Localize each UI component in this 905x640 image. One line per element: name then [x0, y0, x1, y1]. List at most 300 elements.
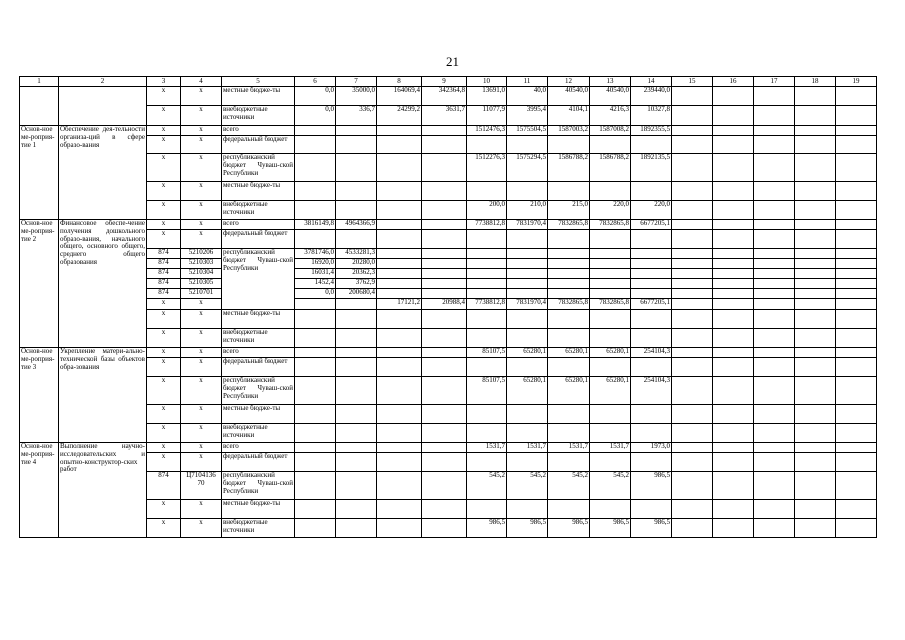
funding-source: всего — [222, 126, 295, 136]
table-row — [20, 519, 877, 538]
value-cell — [548, 500, 590, 519]
header-cell: 15 — [672, 77, 713, 87]
value-cell — [422, 424, 467, 443]
empty-cell — [672, 329, 713, 348]
value-cell — [377, 500, 422, 519]
value-cell — [422, 230, 467, 249]
value-cell: 3631,7 — [422, 106, 467, 126]
value-cell — [295, 230, 336, 249]
value-cell — [467, 453, 507, 472]
value-cell — [336, 154, 377, 182]
value-cell — [336, 230, 377, 249]
value-cell — [295, 182, 336, 201]
value-cell: 85107,5 — [467, 377, 507, 405]
value-cell — [467, 329, 507, 348]
value-cell — [631, 329, 672, 348]
value-cell: 7831970,4 — [507, 220, 548, 230]
value-cell — [295, 500, 336, 519]
value-cell — [467, 424, 507, 443]
funding-source: республиканский бюджет Чуваш-ской Республики — [222, 472, 295, 500]
value-cell: 7831970,4 — [507, 299, 548, 310]
empty-cell — [713, 87, 754, 106]
empty-cell — [754, 443, 795, 453]
value-cell — [631, 279, 672, 289]
value-cell — [336, 424, 377, 443]
value-cell — [507, 310, 548, 329]
value-cell — [590, 259, 631, 269]
value-cell — [507, 424, 548, 443]
value-cell: 1892355,5 — [631, 126, 672, 136]
value-cell: 1586788,2 — [590, 154, 631, 182]
measure-title — [59, 87, 147, 126]
value-cell — [631, 136, 672, 154]
grbs-code: х — [147, 220, 181, 230]
empty-cell — [836, 348, 877, 358]
value-cell — [377, 201, 422, 220]
table-row — [20, 348, 877, 358]
funding-source: местные бюдже-ты — [222, 87, 295, 106]
value-cell — [336, 136, 377, 154]
empty-cell — [836, 126, 877, 136]
empty-cell — [836, 443, 877, 453]
value-cell: 10327,8 — [631, 106, 672, 126]
value-cell — [336, 329, 377, 348]
empty-cell — [754, 519, 795, 538]
value-cell — [590, 230, 631, 249]
header-cell: 12 — [548, 77, 590, 87]
value-cell: 4533281,3 — [336, 249, 377, 259]
empty-cell — [754, 500, 795, 519]
grbs-code: х — [147, 106, 181, 126]
funding-source: федеральный бюджет — [222, 453, 295, 472]
value-cell: 1973,0 — [631, 443, 672, 453]
value-cell — [377, 230, 422, 249]
empty-cell — [713, 201, 754, 220]
table-row — [20, 453, 877, 472]
value-cell: 40540,0 — [590, 87, 631, 106]
value-cell — [295, 358, 336, 377]
header-cell: 1 — [20, 77, 59, 87]
value-cell — [422, 289, 467, 299]
budget-code: 5210303 — [181, 259, 222, 269]
value-cell — [377, 377, 422, 405]
value-cell — [548, 329, 590, 348]
value-cell — [590, 424, 631, 443]
value-cell: 24299,2 — [377, 106, 422, 126]
empty-cell — [754, 269, 795, 279]
table-row — [20, 220, 877, 230]
grbs-code: х — [147, 358, 181, 377]
value-cell: 254104,3 — [631, 377, 672, 405]
value-cell — [548, 453, 590, 472]
value-cell — [507, 453, 548, 472]
empty-cell — [836, 377, 877, 405]
empty-cell — [836, 519, 877, 538]
value-cell: 342364,8 — [422, 87, 467, 106]
value-cell: 1892135,5 — [631, 154, 672, 182]
value-cell — [548, 289, 590, 299]
empty-cell — [795, 472, 836, 500]
funding-source: внебюджетные источники — [222, 519, 295, 538]
empty-cell — [836, 249, 877, 259]
value-cell — [336, 453, 377, 472]
grbs-code: 874 — [147, 269, 181, 279]
value-cell — [467, 230, 507, 249]
empty-cell — [713, 279, 754, 289]
empty-cell — [754, 154, 795, 182]
header-cell: 13 — [590, 77, 631, 87]
empty-cell — [754, 126, 795, 136]
empty-cell — [836, 87, 877, 106]
empty-cell — [795, 500, 836, 519]
empty-cell — [713, 329, 754, 348]
budget-code: х — [181, 443, 222, 453]
value-cell — [631, 405, 672, 424]
budget-code: х — [181, 424, 222, 443]
table-row — [20, 249, 877, 259]
value-cell — [631, 453, 672, 472]
budget-code: х — [181, 405, 222, 424]
funding-source: республиканский бюджет Чуваш-ской Республики — [222, 249, 295, 310]
value-cell: 3781746,0 — [295, 249, 336, 259]
value-cell — [631, 269, 672, 279]
value-cell — [507, 269, 548, 279]
empty-cell — [754, 329, 795, 348]
measure-label: Основ-ное ме-роприя-тие 1 — [20, 126, 59, 220]
value-cell — [336, 201, 377, 220]
value-cell: 40,0 — [507, 87, 548, 106]
header-cell: 11 — [507, 77, 548, 87]
empty-cell — [672, 269, 713, 279]
empty-cell — [713, 154, 754, 182]
value-cell — [422, 358, 467, 377]
value-cell: 1575504,5 — [507, 126, 548, 136]
value-cell — [377, 519, 422, 538]
empty-cell — [754, 87, 795, 106]
grbs-code: х — [147, 310, 181, 329]
table-row — [20, 310, 877, 329]
budget-code: х — [181, 87, 222, 106]
value-cell — [590, 269, 631, 279]
value-cell: 0,0 — [295, 87, 336, 106]
empty-cell — [754, 348, 795, 358]
value-cell: 254104,3 — [631, 348, 672, 358]
table-row — [20, 182, 877, 201]
empty-cell — [754, 279, 795, 289]
empty-cell — [836, 405, 877, 424]
value-cell — [467, 358, 507, 377]
funding-source: внебюджетные источники — [222, 201, 295, 220]
header-cell: 8 — [377, 77, 422, 87]
value-cell — [377, 329, 422, 348]
empty-cell — [836, 453, 877, 472]
grbs-code: х — [147, 424, 181, 443]
value-cell — [507, 259, 548, 269]
empty-cell — [795, 519, 836, 538]
value-cell — [590, 136, 631, 154]
value-cell: 65280,1 — [548, 348, 590, 358]
budget-code: х — [181, 201, 222, 220]
value-cell — [295, 472, 336, 500]
value-cell: 545,2 — [548, 472, 590, 500]
value-cell — [548, 424, 590, 443]
value-cell — [631, 230, 672, 249]
empty-cell — [836, 220, 877, 230]
empty-cell — [754, 220, 795, 230]
value-cell: 1575294,5 — [507, 154, 548, 182]
empty-cell — [713, 182, 754, 201]
grbs-code: х — [147, 329, 181, 348]
value-cell: 20362,3 — [336, 269, 377, 279]
empty-cell — [713, 220, 754, 230]
empty-cell — [713, 472, 754, 500]
empty-cell — [836, 358, 877, 377]
grbs-code: 874 — [147, 249, 181, 259]
grbs-code: х — [147, 500, 181, 519]
measure-label: Основ-ное ме-роприя-тие 2 — [20, 220, 59, 348]
value-cell — [377, 136, 422, 154]
table-row — [20, 87, 877, 106]
empty-cell — [713, 424, 754, 443]
measure-label: Основ-ное ме-роприя-тие 4 — [20, 443, 59, 538]
value-cell — [548, 269, 590, 279]
empty-cell — [836, 259, 877, 269]
value-cell: 1512276,3 — [467, 154, 507, 182]
value-cell — [467, 249, 507, 259]
grbs-code: х — [147, 154, 181, 182]
value-cell — [295, 329, 336, 348]
table-row — [20, 154, 877, 182]
value-cell: 17121,2 — [377, 299, 422, 310]
value-cell: 220,0 — [631, 201, 672, 220]
value-cell — [422, 220, 467, 230]
value-cell: 6677205,1 — [631, 220, 672, 230]
value-cell: 239440,0 — [631, 87, 672, 106]
budget-code: х — [181, 230, 222, 249]
empty-cell — [672, 249, 713, 259]
empty-cell — [795, 249, 836, 259]
header-cell: 16 — [713, 77, 754, 87]
value-cell — [295, 136, 336, 154]
value-cell — [295, 299, 336, 310]
measure-title: Обеспечение дея-тельности организа-ций в сфере образо-вания — [59, 126, 147, 220]
empty-cell — [836, 279, 877, 289]
measure-label — [20, 87, 59, 126]
budget-code: х — [181, 453, 222, 472]
value-cell — [336, 348, 377, 358]
empty-cell — [836, 182, 877, 201]
value-cell — [590, 182, 631, 201]
value-cell — [336, 443, 377, 453]
empty-cell — [672, 230, 713, 249]
empty-cell — [836, 269, 877, 279]
value-cell — [377, 310, 422, 329]
header-cell: 2 — [59, 77, 147, 87]
funding-source: федеральный бюджет — [222, 358, 295, 377]
value-cell — [590, 500, 631, 519]
grbs-code: х — [147, 519, 181, 538]
value-cell — [631, 182, 672, 201]
value-cell — [422, 182, 467, 201]
value-cell — [631, 249, 672, 259]
empty-cell — [672, 358, 713, 377]
empty-cell — [754, 182, 795, 201]
funding-source: местные бюдже-ты — [222, 310, 295, 329]
empty-cell — [836, 424, 877, 443]
grbs-code: х — [147, 377, 181, 405]
value-cell — [295, 348, 336, 358]
empty-cell — [754, 405, 795, 424]
empty-cell — [795, 348, 836, 358]
value-cell — [590, 453, 631, 472]
budget-code: х — [181, 348, 222, 358]
value-cell: 65280,1 — [548, 377, 590, 405]
empty-cell — [754, 259, 795, 269]
value-cell: 7832865,8 — [548, 220, 590, 230]
grbs-code: х — [147, 348, 181, 358]
value-cell — [507, 230, 548, 249]
empty-cell — [713, 299, 754, 310]
budget-code: х — [181, 136, 222, 154]
funding-source: внебюджетные источники — [222, 424, 295, 443]
value-cell: 4964366,9 — [336, 220, 377, 230]
value-cell — [422, 472, 467, 500]
table-row — [20, 424, 877, 443]
value-cell — [422, 500, 467, 519]
value-cell — [377, 443, 422, 453]
empty-cell — [754, 201, 795, 220]
header-cell: 18 — [795, 77, 836, 87]
value-cell — [422, 259, 467, 269]
empty-cell — [754, 230, 795, 249]
empty-cell — [795, 424, 836, 443]
header-cell: 7 — [336, 77, 377, 87]
value-cell — [590, 249, 631, 259]
value-cell — [336, 310, 377, 329]
value-cell — [377, 154, 422, 182]
value-cell — [295, 126, 336, 136]
value-cell — [548, 182, 590, 201]
empty-cell — [672, 182, 713, 201]
empty-cell — [795, 154, 836, 182]
value-cell — [336, 500, 377, 519]
budget-code: х — [181, 126, 222, 136]
budget-code: х — [181, 299, 222, 310]
value-cell — [377, 259, 422, 269]
budget-code: х — [181, 519, 222, 538]
value-cell: 16031,4 — [295, 269, 336, 279]
empty-cell — [836, 230, 877, 249]
value-cell: 13691,0 — [467, 87, 507, 106]
empty-cell — [672, 500, 713, 519]
empty-cell — [795, 182, 836, 201]
value-cell: 220,0 — [590, 201, 631, 220]
value-cell: 1531,7 — [467, 443, 507, 453]
empty-cell — [795, 299, 836, 310]
header-cell: 14 — [631, 77, 672, 87]
table-row — [20, 230, 877, 249]
value-cell: 986,5 — [631, 472, 672, 500]
value-cell — [467, 182, 507, 201]
value-cell — [507, 249, 548, 259]
value-cell — [467, 405, 507, 424]
funding-source: республиканский бюджет Чуваш-ской Республики — [222, 377, 295, 405]
empty-cell — [754, 310, 795, 329]
value-cell — [422, 136, 467, 154]
measure-title: Укрепление матери-ально-технической базы объектов обра-зования — [59, 348, 147, 443]
value-cell: 0,0 — [295, 106, 336, 126]
header-cell: 3 — [147, 77, 181, 87]
value-cell — [295, 377, 336, 405]
value-cell: 65280,1 — [507, 377, 548, 405]
empty-cell — [713, 126, 754, 136]
value-cell: 7738812,8 — [467, 299, 507, 310]
empty-cell — [754, 377, 795, 405]
value-cell: 3762,9 — [336, 279, 377, 289]
empty-cell — [836, 154, 877, 182]
value-cell: 20988,4 — [422, 299, 467, 310]
value-cell — [377, 405, 422, 424]
empty-cell — [795, 279, 836, 289]
value-cell — [377, 126, 422, 136]
value-cell — [467, 136, 507, 154]
empty-cell — [795, 269, 836, 279]
value-cell — [377, 220, 422, 230]
grbs-code: х — [147, 126, 181, 136]
empty-cell — [836, 136, 877, 154]
budget-code: х — [181, 220, 222, 230]
grbs-code: х — [147, 201, 181, 220]
empty-cell — [672, 453, 713, 472]
value-cell — [507, 279, 548, 289]
value-cell — [422, 269, 467, 279]
value-cell: 85107,5 — [467, 348, 507, 358]
value-cell — [507, 358, 548, 377]
value-cell — [590, 289, 631, 299]
empty-cell — [713, 443, 754, 453]
value-cell: 1587008,2 — [590, 126, 631, 136]
empty-cell — [836, 310, 877, 329]
value-cell: 65280,1 — [590, 377, 631, 405]
budget-code: 5210304 — [181, 269, 222, 279]
empty-cell — [713, 136, 754, 154]
value-cell — [507, 405, 548, 424]
value-cell: 65280,1 — [590, 348, 631, 358]
empty-cell — [795, 259, 836, 269]
empty-cell — [713, 500, 754, 519]
value-cell: 545,2 — [467, 472, 507, 500]
value-cell — [590, 279, 631, 289]
empty-cell — [795, 358, 836, 377]
value-cell: 3995,4 — [507, 106, 548, 126]
value-cell: 545,2 — [590, 472, 631, 500]
value-cell: 986,5 — [467, 519, 507, 538]
budget-code: х — [181, 182, 222, 201]
column-number-row — [20, 77, 877, 87]
table-row — [20, 126, 877, 136]
empty-cell — [672, 126, 713, 136]
budget-code: Ц7104136 70 — [181, 472, 222, 500]
empty-cell — [672, 377, 713, 405]
empty-cell — [672, 519, 713, 538]
empty-cell — [672, 472, 713, 500]
value-cell — [631, 289, 672, 299]
value-cell: 1531,7 — [507, 443, 548, 453]
grbs-code: х — [147, 230, 181, 249]
value-cell — [631, 358, 672, 377]
value-cell — [548, 259, 590, 269]
grbs-code: х — [147, 182, 181, 201]
